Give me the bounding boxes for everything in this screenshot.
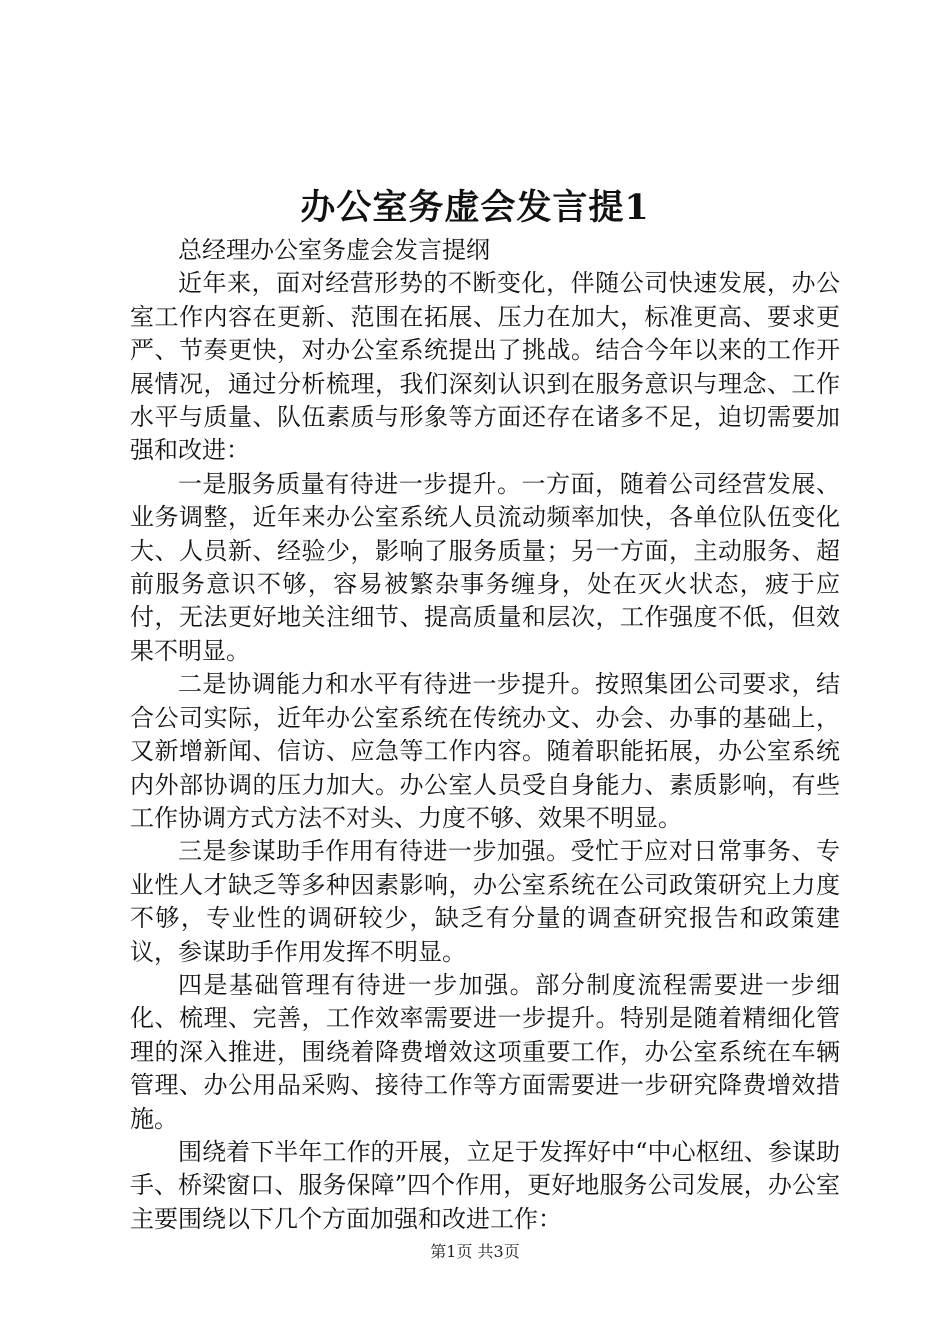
paragraph-point-2: 二是协调能力和水平有待进一步提升。按照集团公司要求，结合公司实际，近年办公室系统在传统办文、办会、办事的基础上，又新增新闻、信访、应急等工作内容。随着职能拓展，办公室系统内外部协调的压力加大。办公室人员受自身能力、素质影响，有些工作协调方式方法不对头、力度不够、效果不明显。 [130,670,840,832]
paragraph-point-1: 一是服务质量有待进一步提升。一方面，随着公司经营发展、业务调整，近年来办公室系统人员流动频率加快，各单位队伍变化大、人员新、经验少，影响了服务质量；另一方面，主动服务、超前服务意识不够，容易被繁杂事务缠身，处在灭火状态，疲于应付，无法更好地关注细节、提高质量和层次，工作强度不低，但效果不明显。 [130,469,840,665]
document-title: 办公室务虚会发言提1 [300,187,650,228]
document-body [130,234,840,1236]
paragraph-subtitle: 总经理办公室务虚会发言提纲 [178,236,490,264]
paragraph-point-3: 三是参谋助手作用有待进一步加强。受忙于应对日常事务、专业性人才缺乏等多种因素影响，办公室系统在公司政策研究上力度不够，专业性的调研较少，缺乏有分量的调查研究报告和政策建议，参谋助手作用发挥不明显。 [130,837,840,966]
paragraph-point-4: 四是基础管理有待进一步加强。部分制度流程需要进一步细化、梳理、完善，工作效率需要进一步提升。特别是随着精细化管理的深入推进，围绕着降费增效这项重要工作，办公室系统在车辆管理、办公用品采购、接待工作等方面需要进一步研究降费增效措施。 [130,970,840,1133]
page-number-footer: 第1页 共3页 [430,1242,520,1261]
paragraph-conclusion: 围绕着下半年工作的开展，立足于发挥好中“中心枢纽、参谋助手、桥梁窗口、服务保障”四个作用，更好地服务公司发展，办公室主要围绕以下几个方面加强和改进工作： [130,1137,840,1233]
paragraph-intro: 近年来，面对经营形势的不断变化，伴随公司快速发展，办公室工作内容在更新、范围在拓展、压力在加大，标准更高、要求更严、节奏更快，对办公室系统提出了挑战。结合今年以来的工作开展情况，通过分析梳理，我们深刻认识到在服务意识与理念、工作水平与质量、队伍素质与形象等方面还存在诸多不足，迫切需要加强和改进： [130,269,840,465]
